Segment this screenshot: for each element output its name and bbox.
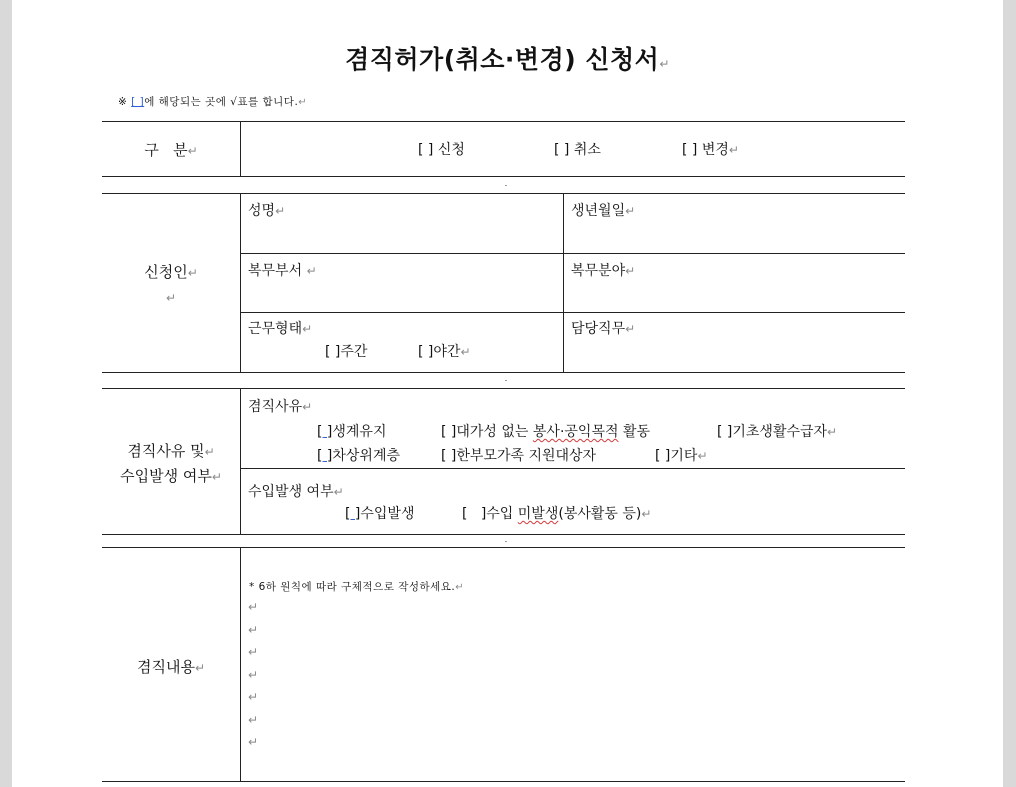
notice-line: ※ [ ]에 해당되는 곳에 √표를 합니다.↵ <box>118 96 308 108</box>
reason-option-livelihood[interactable]: [ ]생계유지 <box>317 424 387 440</box>
table-rule <box>102 121 905 122</box>
type-label: 구 분↵ <box>144 141 198 159</box>
content-textarea[interactable]: ↵ ↵ ↵ ↵ ↵ ↵ ↵ <box>248 600 259 749</box>
type-option-apply[interactable]: [ ] 신청 <box>418 142 465 158</box>
reason-option-single-parent[interactable]: [ ]한부모가족 지원대상자 <box>441 448 597 464</box>
table-rule <box>240 468 905 469</box>
table-rule <box>240 312 905 313</box>
table-rule <box>102 781 905 782</box>
document-page[interactable] <box>12 0 1003 787</box>
duty-field[interactable]: 담당직무↵ <box>571 321 636 337</box>
table-rule <box>102 372 905 373</box>
type-option-change[interactable]: [ ] 변경↵ <box>682 142 739 158</box>
table-rule <box>240 253 905 254</box>
table-rule <box>102 193 905 194</box>
reason-option-volunteer[interactable]: [ ]대가성 없는 봉사·공익목적 활동 <box>441 424 651 440</box>
reason-option-other[interactable]: [ ]기타↵ <box>655 448 708 464</box>
content-label: 겸직내용↵ <box>136 658 206 676</box>
reason-option-near-poverty[interactable]: [ ]차상위계층 <box>317 448 400 464</box>
applicant-label: 신청인↵ ↵ <box>144 263 198 305</box>
department-field[interactable]: 복무부서 ↵ <box>248 263 317 279</box>
name-field[interactable]: 성명↵ <box>248 203 286 219</box>
service-field[interactable]: 복무분야↵ <box>571 263 636 279</box>
birthdate-field[interactable]: 생년월일↵ <box>571 203 636 219</box>
worktype-night-option[interactable]: [ ]야간↵ <box>418 344 471 360</box>
type-option-cancel[interactable]: [ ] 취소 <box>554 142 601 158</box>
worktype-day-option[interactable]: [ ]주간 <box>325 344 368 360</box>
reason-section-label: 겸직사유 및↵ 수입발생 여부↵ <box>120 442 222 485</box>
income-label: 수입발생 여부↵ <box>248 484 344 500</box>
page-title: 겸직허가(취소·변경) 신청서↵ <box>345 45 670 74</box>
table-rule <box>102 534 905 535</box>
table-rule <box>102 176 905 177</box>
reason-label: 겸직사유↵ <box>248 399 313 415</box>
content-instruction: * 6하 원칙에 따라 구체적으로 작성하세요.↵ <box>249 581 465 593</box>
income-option-yes[interactable]: [ ]수입발생 <box>345 506 415 522</box>
worktype-field: 근무형태↵ <box>248 321 313 337</box>
income-option-no[interactable]: [ ]수입 미발생(봉사활동 등)↵ <box>462 506 652 522</box>
table-rule <box>102 388 905 389</box>
reason-option-basic-livelihood[interactable]: [ ]기초생활수급자↵ <box>717 424 838 440</box>
table-rule <box>102 547 905 548</box>
